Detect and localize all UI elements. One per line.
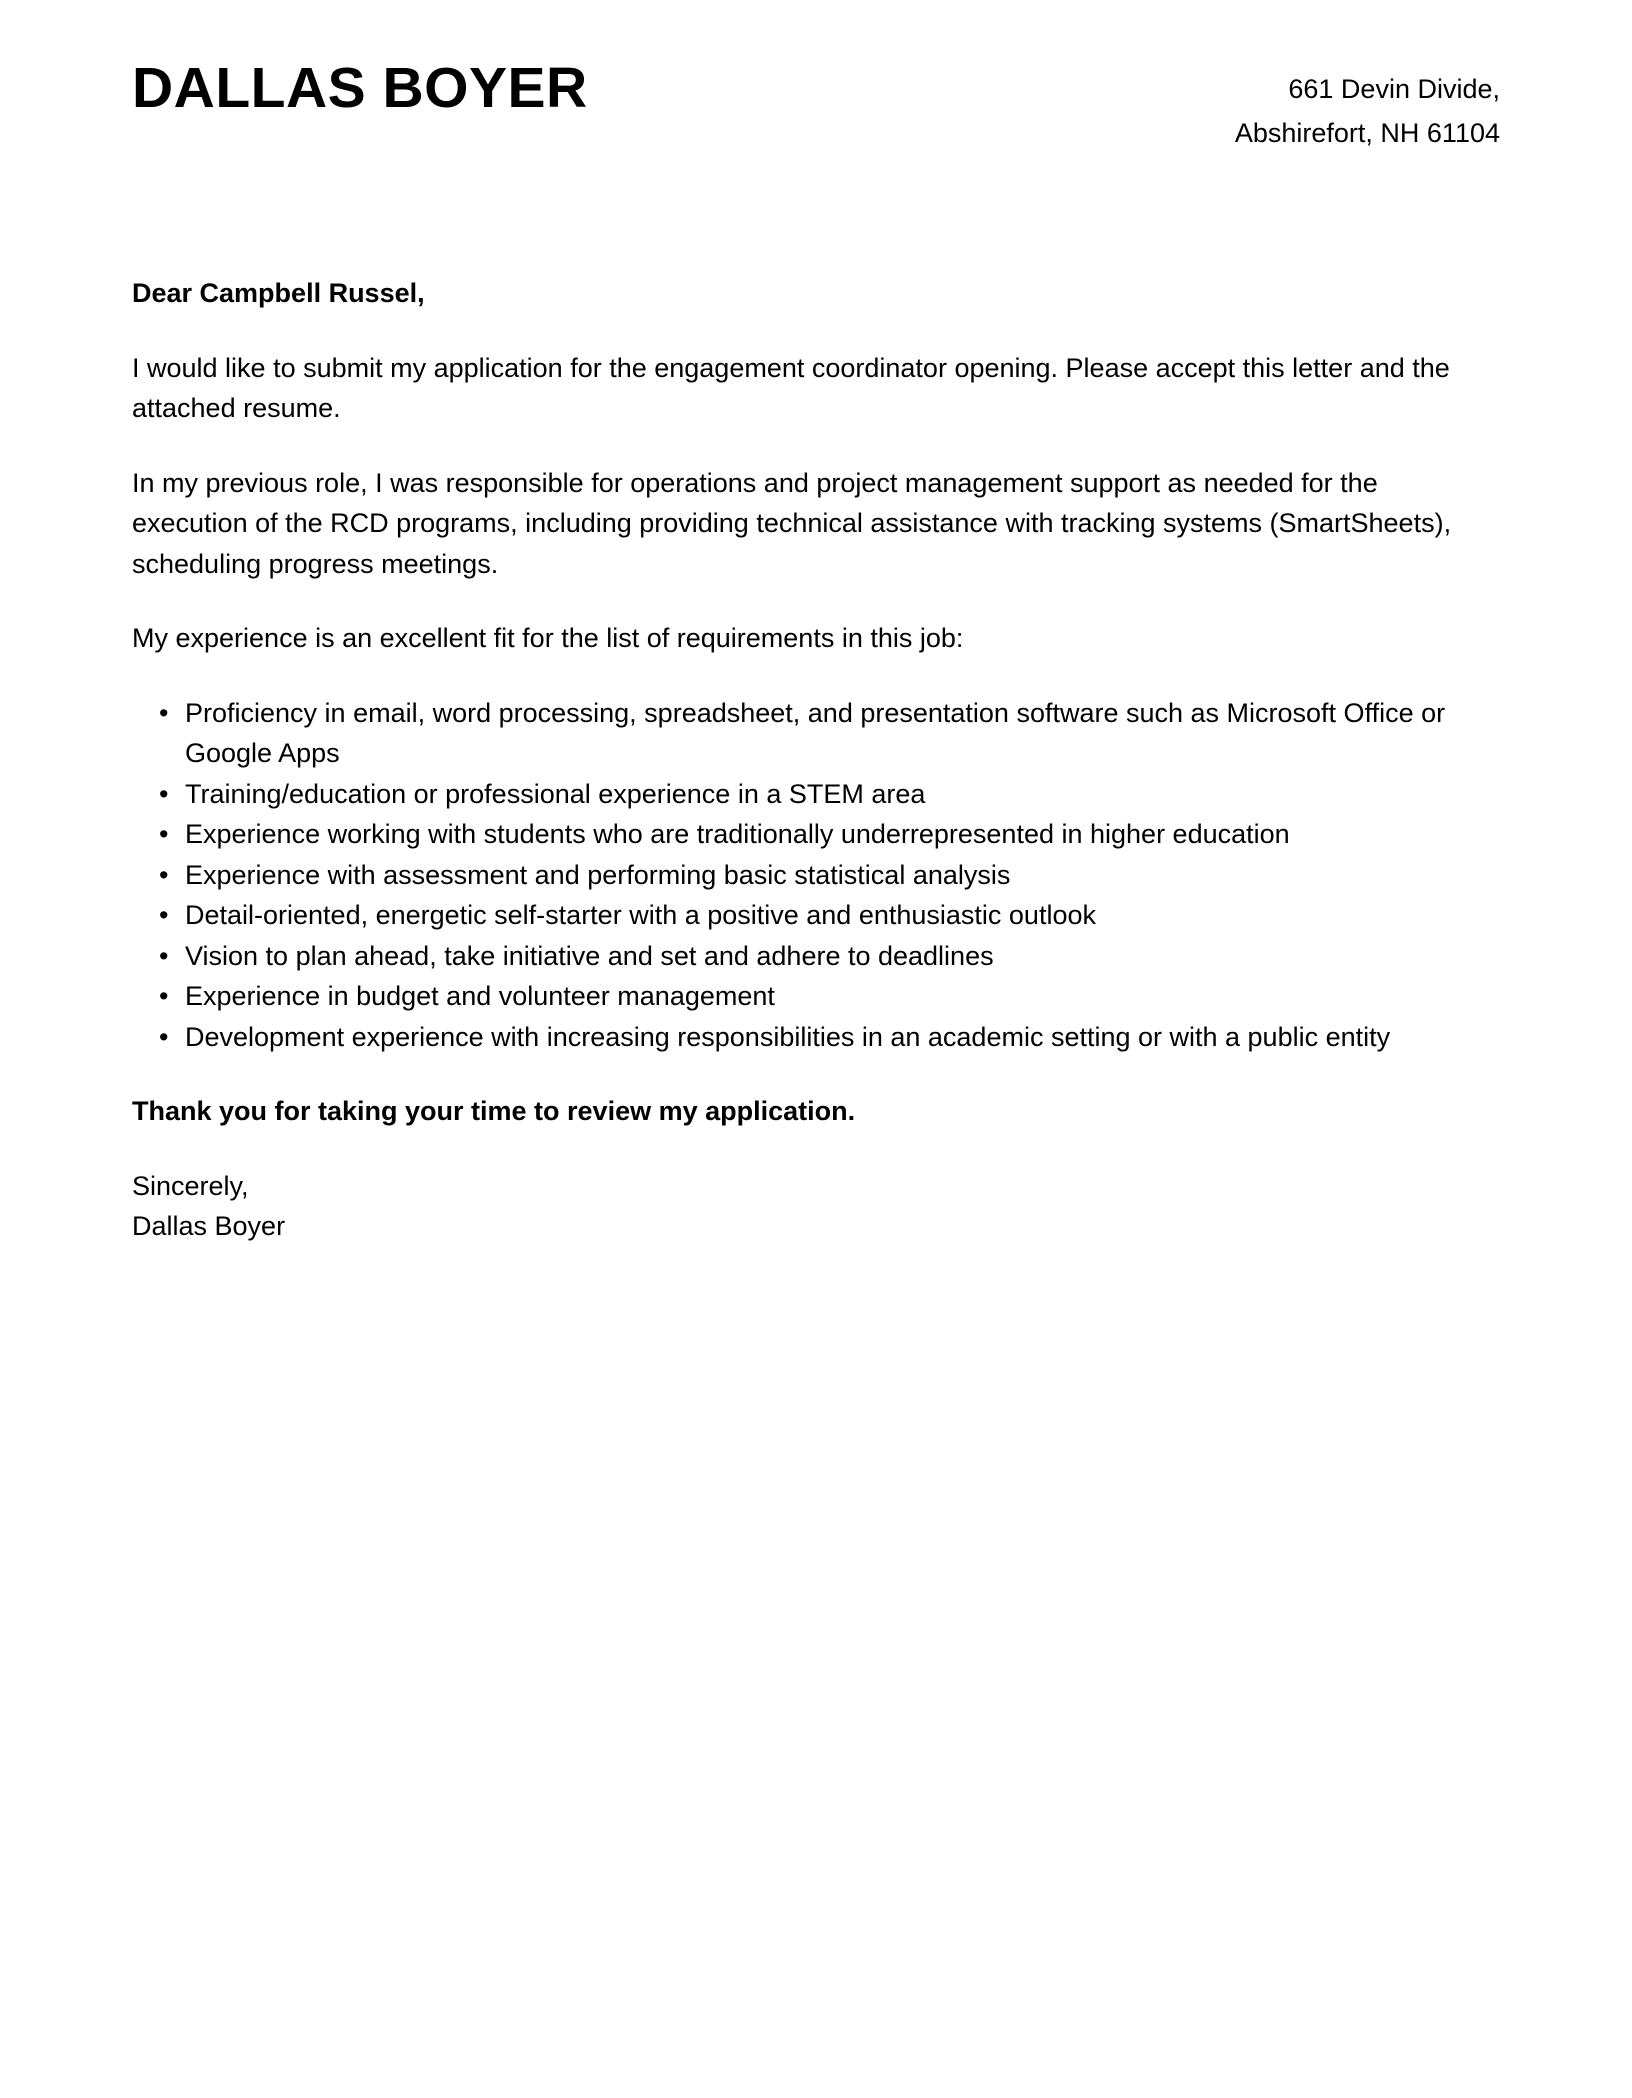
requirements-list bbox=[132, 693, 1500, 1058]
letter-body bbox=[132, 155, 1500, 1247]
address-line-city-state-zip: Abshirefort, NH 61104 bbox=[1234, 117, 1500, 148]
list-item bbox=[132, 976, 1500, 1017]
bullet-point-icon: • bbox=[159, 1021, 169, 1052]
list-item bbox=[132, 895, 1500, 936]
closing-thanks: Thank you for taking your time to review my application. bbox=[132, 1096, 856, 1127]
experience-paragraph: In my previous role, I was responsible for operations and project management support as needed for the execution of the RCD programs, including providing technical assistance with tracking systems (SmartSheets), scheduling progress meetings. bbox=[132, 467, 1452, 579]
bullet-point-icon: • bbox=[159, 859, 169, 890]
list-item-label: Experience in budget and volunteer management bbox=[185, 981, 775, 1012]
bullet-point-icon: • bbox=[159, 940, 169, 971]
sender-name: DALLAS BOYER bbox=[132, 56, 588, 120]
list-item bbox=[132, 1017, 1500, 1058]
bullet-point-icon: • bbox=[159, 697, 169, 728]
list-item bbox=[132, 814, 1500, 855]
intro-paragraph: I would like to submit my application for the engagement coordinator opening. Please accept this letter and the attached resume. bbox=[132, 352, 1450, 424]
salutation: Dear Campbell Russel, bbox=[132, 278, 425, 309]
list-item-label: Proficiency in email, word processing, spreadsheet, and presentation software such as Microsoft Office or Google Apps bbox=[185, 697, 1446, 769]
list-item bbox=[132, 855, 1500, 896]
list-item-label: Experience working with students who are traditionally underrepresented in higher education bbox=[185, 819, 1290, 850]
list-item-label: Vision to plan ahead, take initiative and set and adhere to deadlines bbox=[185, 940, 994, 971]
list-item-label: Development experience with increasing responsibilities in an academic setting or with a public entity bbox=[185, 1021, 1391, 1052]
list-item-label: Experience with assessment and performing basic statistical analysis bbox=[185, 859, 1011, 890]
signoff-name: Dallas Boyer bbox=[132, 1211, 286, 1242]
list-item bbox=[132, 693, 1500, 774]
bullet-point-icon: • bbox=[159, 778, 169, 809]
signoff-block bbox=[132, 1166, 1500, 1247]
list-item-label: Training/education or professional experience in a STEM area bbox=[185, 778, 926, 809]
list-item bbox=[132, 936, 1500, 977]
sender-address-block bbox=[1235, 56, 1500, 155]
list-item-label: Detail-oriented, energetic self-starter with a positive and enthusiastic outlook bbox=[185, 900, 1096, 931]
letter-header bbox=[132, 0, 1500, 155]
bullet-point-icon: • bbox=[159, 819, 169, 850]
sender-name-block bbox=[132, 56, 588, 122]
bullet-point-icon: • bbox=[159, 981, 169, 1012]
address-line-street: 661 Devin Divide, bbox=[1288, 74, 1500, 104]
list-item bbox=[132, 774, 1500, 815]
bullet-point-icon: • bbox=[159, 900, 169, 931]
signoff-closing: Sincerely, bbox=[132, 1170, 249, 1201]
requirements-lead-in-paragraph: My experience is an excellent fit for the list of requirements in this job: bbox=[132, 623, 964, 654]
